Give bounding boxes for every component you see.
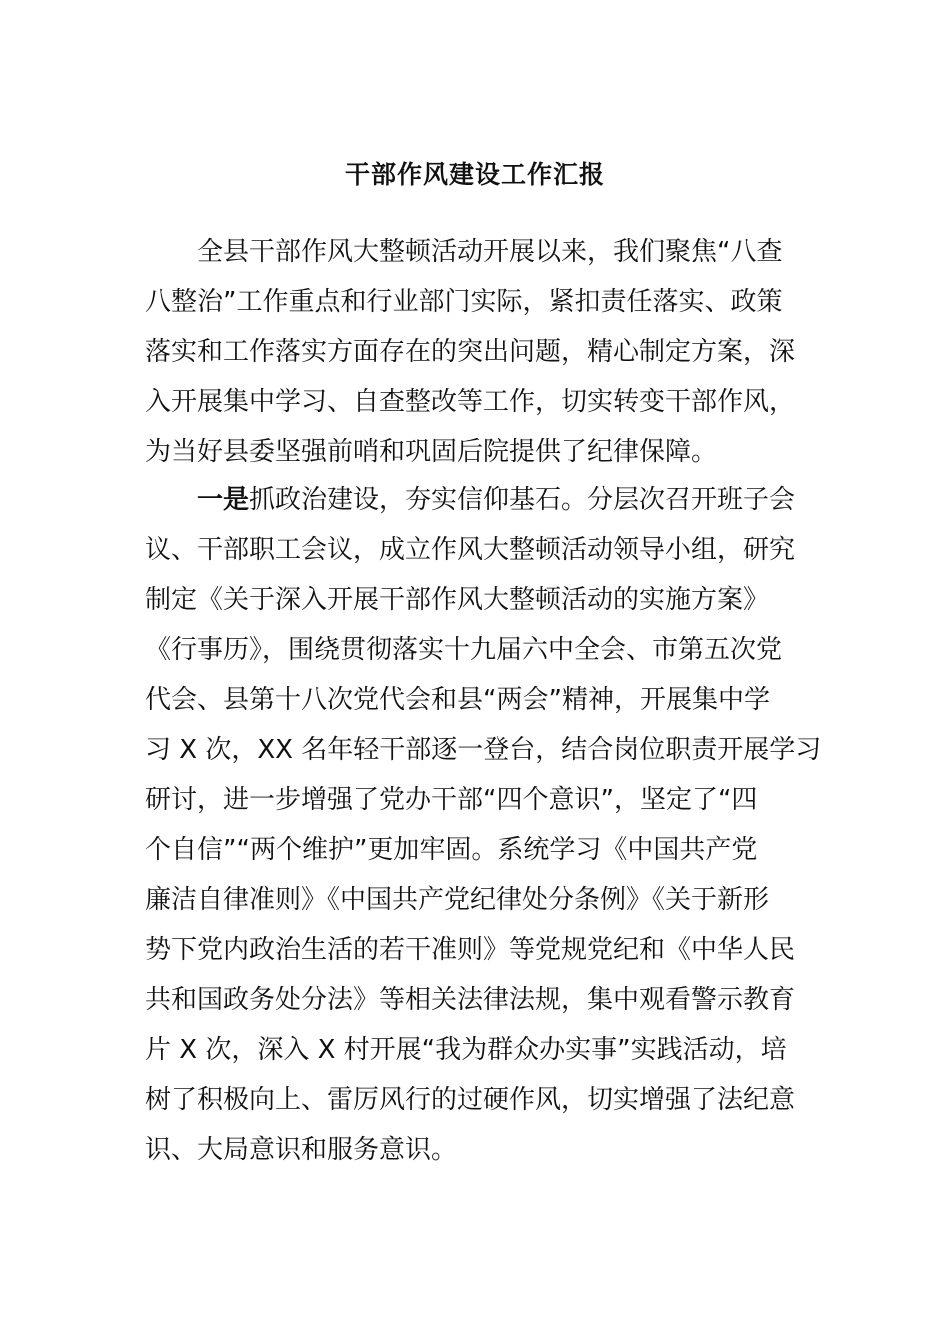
text-line: 树了积极向上、雷厉风行的过硬作风，切实增强了法纪意 bbox=[145, 1085, 796, 1115]
text-line: 势下党内政治生活的若干准则》等党规党纪和《中华人民 bbox=[145, 935, 796, 965]
text-line: 片 X 次，深入 X 村开展“我为群众办实事”实践活动，培 bbox=[145, 1035, 787, 1065]
text-line: 为当好县委坚强前哨和巩固后院提供了纪律保障。 bbox=[145, 437, 718, 467]
text-line: 廉洁自律准则》《中国共产党纪律处分条例》《关于新形 bbox=[145, 885, 770, 915]
paragraph-intro bbox=[145, 227, 805, 477]
text-line: 习 X 次，XX 名年轻干部逐一登台，结合岗位职责开展学习 bbox=[145, 735, 822, 765]
text-line: 研讨，进一步增强了党办干部“四个意识”，坚定了“四 bbox=[145, 785, 758, 815]
paragraph-political-building bbox=[145, 475, 822, 1175]
text-line: 个自信”“两个维护”更加牢固。系统学习《中国共产党 bbox=[145, 835, 758, 865]
text-line: 共和国政务处分法》等相关法律法规，集中观看警示教育 bbox=[145, 985, 796, 1015]
text-line: 议、干部职工会议，成立作风大整顿活动领导小组，研究 bbox=[145, 535, 796, 565]
text-line: 制定《关于深入开展干部作风大整顿活动的实施方案》 bbox=[145, 585, 770, 615]
text-line-rest: 抓政治建设，夯实信仰基石。分层次召开班子会 bbox=[249, 485, 796, 515]
text-line: 识、大局意识和服务意识。 bbox=[145, 1135, 458, 1165]
text-line: 代会、县第十八次党代会和县“两会”精神，开展集中学 bbox=[145, 685, 770, 715]
text-line: 《行事历》，围绕贯彻落实十九届六中全会、市第五次党 bbox=[145, 635, 783, 665]
text-line-first bbox=[145, 475, 805, 525]
document-title: 干部作风建设工作汇报 bbox=[344, 160, 605, 189]
text-line: 落实和工作落实方面存在的突出问题，精心制定方案，深 bbox=[145, 337, 796, 367]
paragraph-lead: 一是 bbox=[197, 485, 250, 515]
text-line: 全县干部作风大整顿活动开展以来，我们聚焦“八查 bbox=[197, 237, 783, 267]
text-line: 入开展集中学习、自查整改等工作，切实转变干部作风， bbox=[145, 387, 796, 417]
text-line: 八整治”工作重点和行业部门实际，紧扣责任落实、政策 bbox=[145, 287, 783, 317]
